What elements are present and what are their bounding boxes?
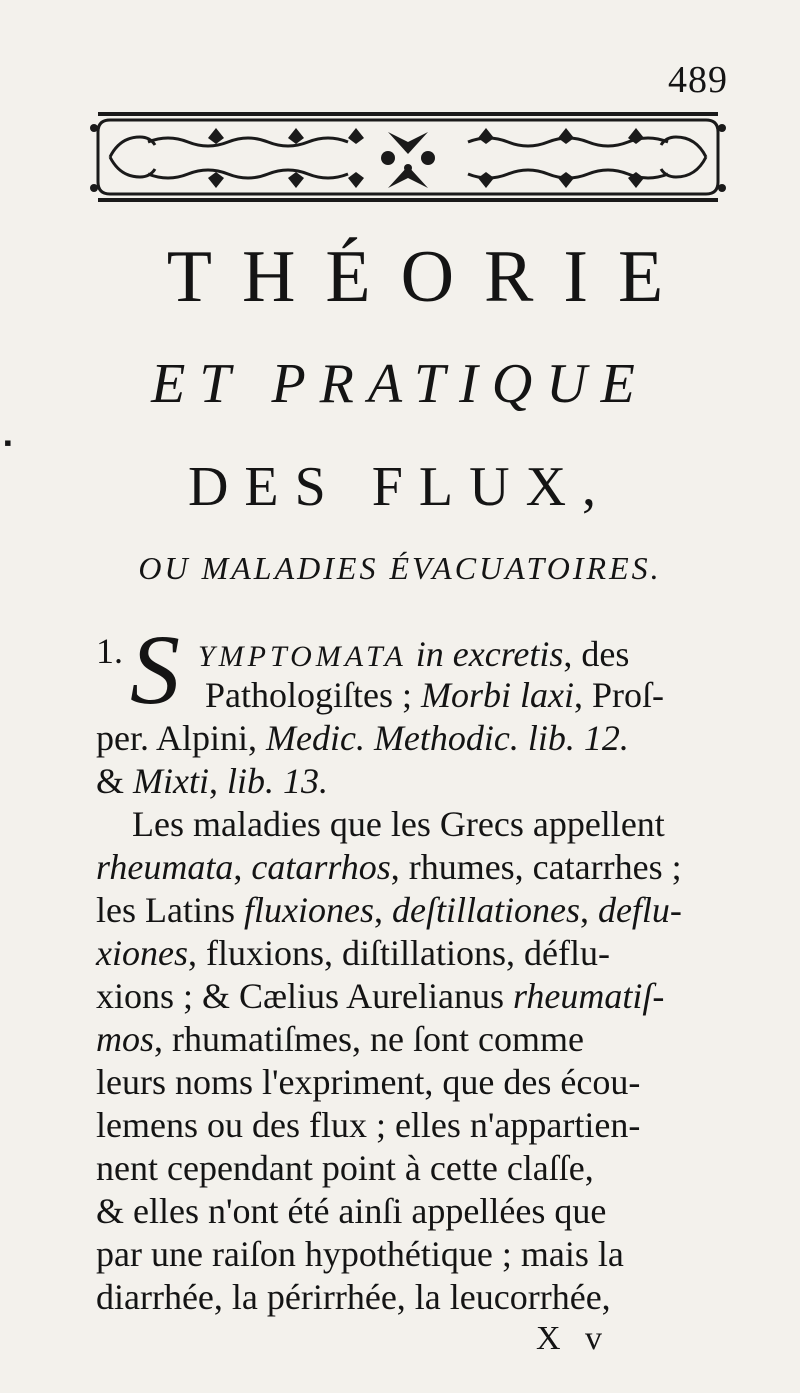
ink-speck: ▪	[4, 430, 12, 455]
text-line: lemens ou des flux ; elles n'appartien-	[96, 1105, 641, 1145]
text-line: Pathologiſtes ; Morbi laxi, Proſ-	[205, 675, 664, 715]
text-line: xions ; & Cælius Aurelianus rheumatiſ-	[96, 976, 665, 1016]
text-line: & elles n'ont été ainſi appellées que	[96, 1191, 607, 1231]
text-line: leurs noms l'expriment, que des écou-	[96, 1062, 641, 1102]
text-line: les Latins fluxiones, deſtillationes, deflu-	[96, 890, 682, 930]
title-theorie: THÉORIE	[166, 236, 694, 318]
text-line: YMPTOMATA in excretis, des	[198, 634, 630, 674]
drop-cap: S	[130, 614, 180, 725]
text-line: xiones, fluxions, diſtillations, déflu-	[96, 933, 610, 973]
text-line: nent cependant point à cette claſſe,	[96, 1148, 594, 1188]
text-line: Les maladies que les Grecs appellent	[132, 804, 665, 844]
text-line: diarrhée, la périrrhée, la leucorrhée,	[96, 1277, 611, 1317]
title-des-flux: DES FLUX,	[187, 456, 613, 518]
text-line: & Mixti, lib. 13.	[96, 761, 329, 801]
page-number: 489	[668, 59, 728, 101]
decorative-headpiece	[88, 102, 728, 210]
text-line: par une raiſon hypothétique ; mais la	[96, 1234, 624, 1274]
subtitle-maladies: OU MALADIES ÉVACUATOIRES.	[138, 550, 662, 586]
title-et-pratique: ET PRATIQUE	[151, 353, 649, 415]
paragraph-number: 1.	[96, 631, 123, 671]
text-line: mos, rhumatiſmes, ne ſont comme	[96, 1019, 584, 1059]
text-line: per. Alpini, Medic. Methodic. lib. 12.	[96, 718, 629, 758]
text-line: rheumata, catarrhos, rhumes, catarrhes ;	[96, 847, 682, 887]
catchword-signature: X v	[536, 1320, 611, 1357]
